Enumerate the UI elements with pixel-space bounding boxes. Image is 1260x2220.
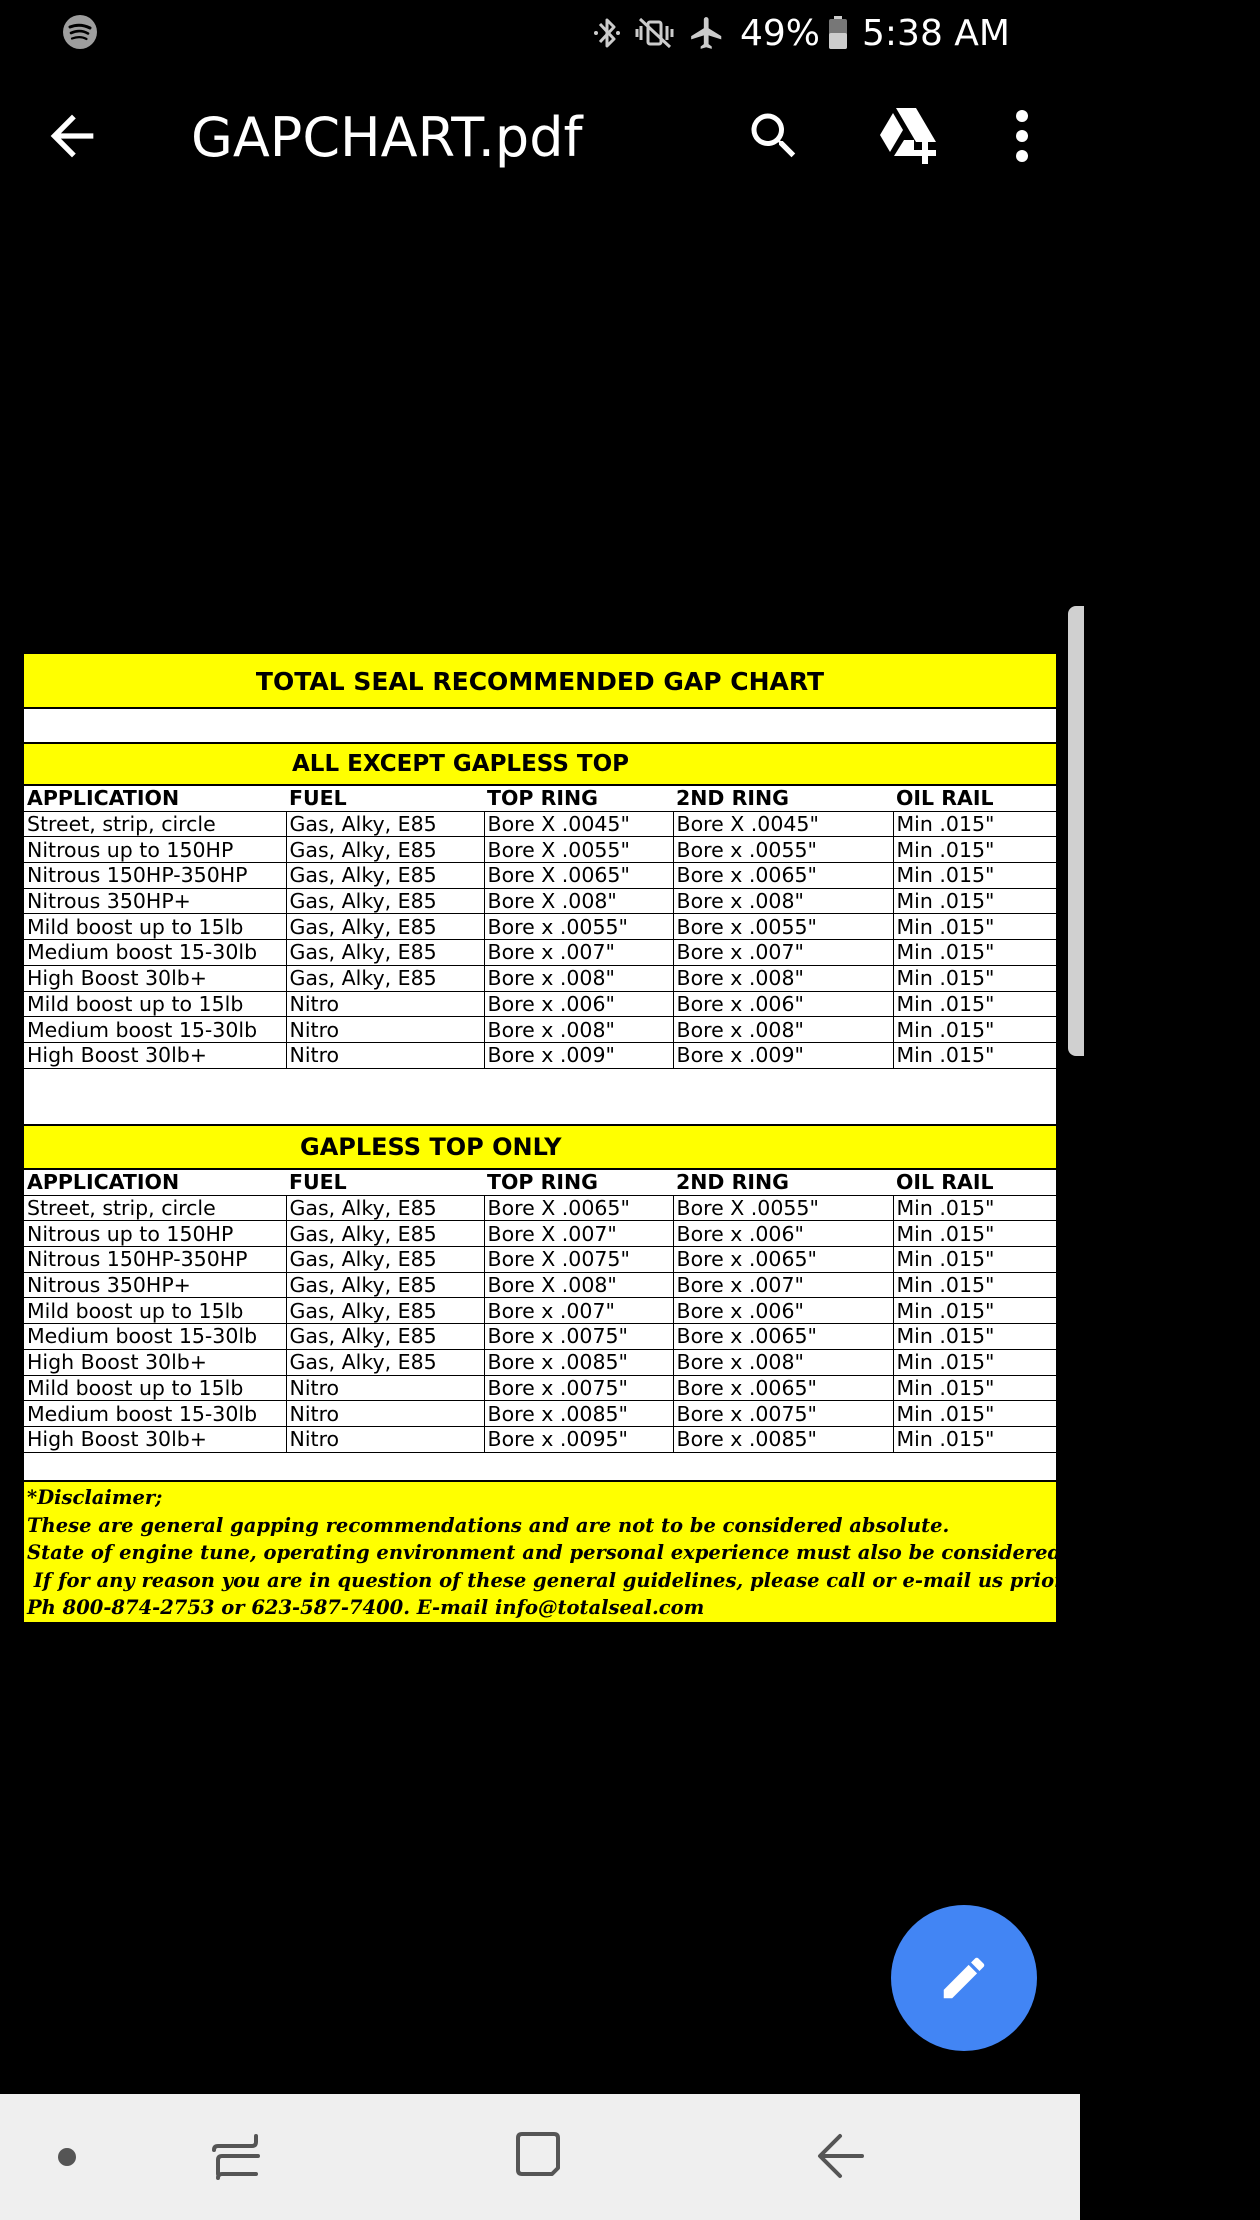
table-cell: Bore X .008" <box>484 888 673 914</box>
table-cell: Bore x .0085" <box>484 1401 673 1427</box>
table-cell: Min .015" <box>893 1221 1056 1247</box>
table-row <box>24 1042 1056 1068</box>
disclaimer <box>24 1480 1260 1622</box>
table-cell: Bore X .0055" <box>673 1195 893 1221</box>
table-cell: Bore x .0055" <box>673 837 893 863</box>
pdf-page <box>24 652 1260 1622</box>
table-cell: Medium boost 15-30lb <box>24 940 286 966</box>
table-cell: Bore x .0085" <box>673 1426 893 1452</box>
table-cell: Gas, Alky, E85 <box>286 811 484 837</box>
table-cell: Min .015" <box>893 888 1056 914</box>
table-cell: Min .015" <box>893 1324 1056 1350</box>
table-cell: Nitro <box>286 1401 484 1427</box>
disclaimer-line: These are general gapping recommendations and are not to be considered absolute. <box>27 1513 950 1537</box>
table-cell: Bore x .009" <box>673 1042 893 1068</box>
table-row <box>24 1375 1056 1401</box>
table-cell: Nitro <box>286 991 484 1017</box>
table-row <box>24 1221 1056 1247</box>
table-cell: Bore x .0075" <box>484 1375 673 1401</box>
section-title: ALL EXCEPT GAPLESS TOP <box>292 751 629 777</box>
table-cell: Nitrous 150HP-350HP <box>24 863 286 889</box>
disclaimer-line: *Disclaimer; <box>27 1486 163 1509</box>
table-cell: Mild boost up to 15lb <box>24 914 286 940</box>
table-cell: Bore x .0095" <box>484 1426 673 1452</box>
nav-dot-icon[interactable] <box>58 2148 76 2166</box>
table-row <box>24 1426 1056 1452</box>
table-cell: Min .015" <box>893 940 1056 966</box>
table-cell: Mild boost up to 15lb <box>24 1375 286 1401</box>
chart-title: TOTAL SEAL RECOMMENDED GAP CHART <box>24 652 1056 709</box>
column-header: APPLICATION <box>24 1170 286 1195</box>
table-cell: Medium boost 15-30lb <box>24 1017 286 1043</box>
column-header: OIL RAIL <box>893 1170 1056 1195</box>
table-cell: Bore x .006" <box>673 991 893 1017</box>
table-row <box>24 811 1056 837</box>
table-cell: Bore x .0075" <box>484 1324 673 1350</box>
spacer-row <box>24 1068 1056 1103</box>
battery-icon <box>828 16 848 50</box>
table-cell: Min .015" <box>893 1017 1056 1043</box>
table-cell: Min .015" <box>893 1375 1056 1401</box>
section-header <box>24 742 1056 786</box>
column-header: 2ND RING <box>673 1170 893 1195</box>
table-cell: Nitro <box>286 1042 484 1068</box>
spacer-row <box>24 1452 1056 1471</box>
app-bar <box>0 66 1080 206</box>
table-cell: Gas, Alky, E85 <box>286 837 484 863</box>
home-icon[interactable] <box>512 2128 564 2180</box>
table-cell: Min .015" <box>893 1401 1056 1427</box>
drive-add-icon[interactable] <box>874 104 940 170</box>
table-row <box>24 940 1056 966</box>
table-cell: Bore X .0075" <box>484 1247 673 1273</box>
table-cell: Gas, Alky, E85 <box>286 965 484 991</box>
table-cell: Bore x .0065" <box>673 1247 893 1273</box>
table-cell: Min .015" <box>893 1042 1056 1068</box>
table-cell: Nitro <box>286 1017 484 1043</box>
table-cell: Bore x .008" <box>673 888 893 914</box>
table-row <box>24 914 1056 940</box>
table-cell: Bore X .0055" <box>484 837 673 863</box>
table-cell: Gas, Alky, E85 <box>286 1324 484 1350</box>
column-header: TOP RING <box>484 786 673 811</box>
table-cell: Gas, Alky, E85 <box>286 888 484 914</box>
table-row <box>24 1017 1056 1043</box>
back-icon[interactable] <box>812 2128 868 2184</box>
column-header: APPLICATION <box>24 786 286 811</box>
table-row <box>24 1324 1056 1350</box>
table-cell: Bore x .0065" <box>673 1375 893 1401</box>
disclaimer-line: If for any reason you are in question of these general guidelines, please call or e-mail us prior to final assembly. <box>27 1568 1260 1592</box>
table-cell: Gas, Alky, E85 <box>286 940 484 966</box>
more-vert-icon[interactable] <box>1004 106 1040 166</box>
table-cell: Min .015" <box>893 965 1056 991</box>
column-header: FUEL <box>286 786 484 811</box>
table-cell: Bore x .0055" <box>673 914 893 940</box>
table-cell: Gas, Alky, E85 <box>286 863 484 889</box>
table-row <box>24 965 1056 991</box>
search-icon[interactable] <box>744 106 804 166</box>
table-cell: Mild boost up to 15lb <box>24 991 286 1017</box>
gap-table <box>24 786 1056 1103</box>
table-cell: Bore X .0045" <box>673 811 893 837</box>
table-cell: Gas, Alky, E85 <box>286 1272 484 1298</box>
column-header: TOP RING <box>484 1170 673 1195</box>
airplane-icon <box>688 14 726 52</box>
spotify-icon <box>62 14 98 50</box>
table-cell: High Boost 30lb+ <box>24 1042 286 1068</box>
table-cell: Gas, Alky, E85 <box>286 1298 484 1324</box>
battery-percent: 49% <box>740 12 821 54</box>
table-cell: Min .015" <box>893 837 1056 863</box>
table-cell: Min .015" <box>893 811 1056 837</box>
table-cell: Nitrous 150HP-350HP <box>24 1247 286 1273</box>
gap-table <box>24 1170 1056 1471</box>
table-cell: Min .015" <box>893 1426 1056 1452</box>
table-cell: Medium boost 15-30lb <box>24 1401 286 1427</box>
table-cell: Min .015" <box>893 1272 1056 1298</box>
table-cell: Bore x .007" <box>484 1298 673 1324</box>
column-header: FUEL <box>286 1170 484 1195</box>
table-cell: Bore x .0055" <box>484 914 673 940</box>
nav-bar <box>0 2094 1080 2220</box>
table-row <box>24 1195 1056 1221</box>
table-cell: Bore x .008" <box>484 965 673 991</box>
edit-fab-button[interactable] <box>891 1905 1037 2051</box>
table-cell: Gas, Alky, E85 <box>286 1349 484 1375</box>
edit-pencil-icon <box>937 1951 991 2005</box>
column-header: OIL RAIL <box>893 786 1056 811</box>
table-cell: Min .015" <box>893 914 1056 940</box>
table-cell: Bore X .008" <box>484 1272 673 1298</box>
disclaimer-line: Ph 800-874-2753 or 623-587-7400. E-mail info@totalseal.com <box>27 1596 705 1619</box>
table-cell: Bore x .0065" <box>673 863 893 889</box>
table-cell: Min .015" <box>893 991 1056 1017</box>
table-cell: Nitrous up to 150HP <box>24 837 286 863</box>
table-header-row <box>24 1170 1056 1195</box>
table-cell: Bore x .008" <box>673 1017 893 1043</box>
document-title: GAPCHART.pdf <box>191 106 583 169</box>
table-row <box>24 863 1056 889</box>
section-title: GAPLESS TOP ONLY <box>300 1133 562 1161</box>
table-cell: Bore X .0065" <box>484 863 673 889</box>
table-cell: Nitro <box>286 1375 484 1401</box>
table-row <box>24 1401 1056 1427</box>
table-cell: Bore X .0065" <box>484 1195 673 1221</box>
clock: 5:38 AM <box>862 12 1010 54</box>
table-cell: Gas, Alky, E85 <box>286 1247 484 1273</box>
table-cell: High Boost 30lb+ <box>24 1349 286 1375</box>
disclaimer-line: State of engine tune, operating environment and personal experience must also be considered. <box>27 1541 1068 1564</box>
table-cell: High Boost 30lb+ <box>24 965 286 991</box>
table-cell: Bore x .0075" <box>673 1401 893 1427</box>
table-cell: Bore x .0085" <box>484 1349 673 1375</box>
table-cell: Min .015" <box>893 1298 1056 1324</box>
recents-icon[interactable] <box>208 2130 264 2186</box>
spacer-cell <box>24 1068 1056 1103</box>
table-row <box>24 1247 1056 1273</box>
status-icons <box>592 8 1010 58</box>
table-cell: Gas, Alky, E85 <box>286 1221 484 1247</box>
table-cell: Bore x .0065" <box>673 1324 893 1350</box>
table-cell: Bore x .008" <box>484 1017 673 1043</box>
table-cell: Nitro <box>286 1426 484 1452</box>
table-cell: Bore X .0045" <box>484 811 673 837</box>
table-row <box>24 1298 1056 1324</box>
table-cell: Min .015" <box>893 1349 1056 1375</box>
table-cell: Bore X .007" <box>484 1221 673 1247</box>
table-row <box>24 991 1056 1017</box>
column-header: 2ND RING <box>673 786 893 811</box>
status-bar <box>0 0 1080 66</box>
table-row <box>24 1349 1056 1375</box>
table-cell: Mild boost up to 15lb <box>24 1298 286 1324</box>
back-arrow-icon[interactable] <box>40 104 104 168</box>
table-cell: Gas, Alky, E85 <box>286 914 484 940</box>
table-cell: Min .015" <box>893 1195 1056 1221</box>
bluetooth-icon <box>592 15 622 51</box>
table-cell: Gas, Alky, E85 <box>286 1195 484 1221</box>
spacer-cell <box>24 1452 1056 1471</box>
table-cell: Bore x .009" <box>484 1042 673 1068</box>
table-row <box>24 1272 1056 1298</box>
table-cell: Min .015" <box>893 1247 1056 1273</box>
table-cell: Bore x .007" <box>673 940 893 966</box>
table-cell: Bore x .007" <box>484 940 673 966</box>
table-row <box>24 837 1056 863</box>
table-cell: Bore x .008" <box>673 1349 893 1375</box>
table-cell: Nitrous 350HP+ <box>24 888 286 914</box>
table-cell: Bore x .008" <box>673 965 893 991</box>
table-cell: Bore x .007" <box>673 1272 893 1298</box>
table-cell: Street, strip, circle <box>24 1195 286 1221</box>
table-cell: Min .015" <box>893 863 1056 889</box>
table-cell: Bore x .006" <box>673 1298 893 1324</box>
table-cell: High Boost 30lb+ <box>24 1426 286 1452</box>
table-row <box>24 888 1056 914</box>
table-cell: Bore x .006" <box>673 1221 893 1247</box>
table-cell: Nitrous up to 150HP <box>24 1221 286 1247</box>
table-cell: Bore x .006" <box>484 991 673 1017</box>
table-header-row <box>24 786 1056 811</box>
section-header <box>24 1124 1056 1170</box>
table-cell: Street, strip, circle <box>24 811 286 837</box>
table-cell: Medium boost 15-30lb <box>24 1324 286 1350</box>
table-cell: Nitrous 350HP+ <box>24 1272 286 1298</box>
scrollbar-handle[interactable] <box>1068 606 1084 1056</box>
vibrate-off-icon <box>636 15 674 51</box>
